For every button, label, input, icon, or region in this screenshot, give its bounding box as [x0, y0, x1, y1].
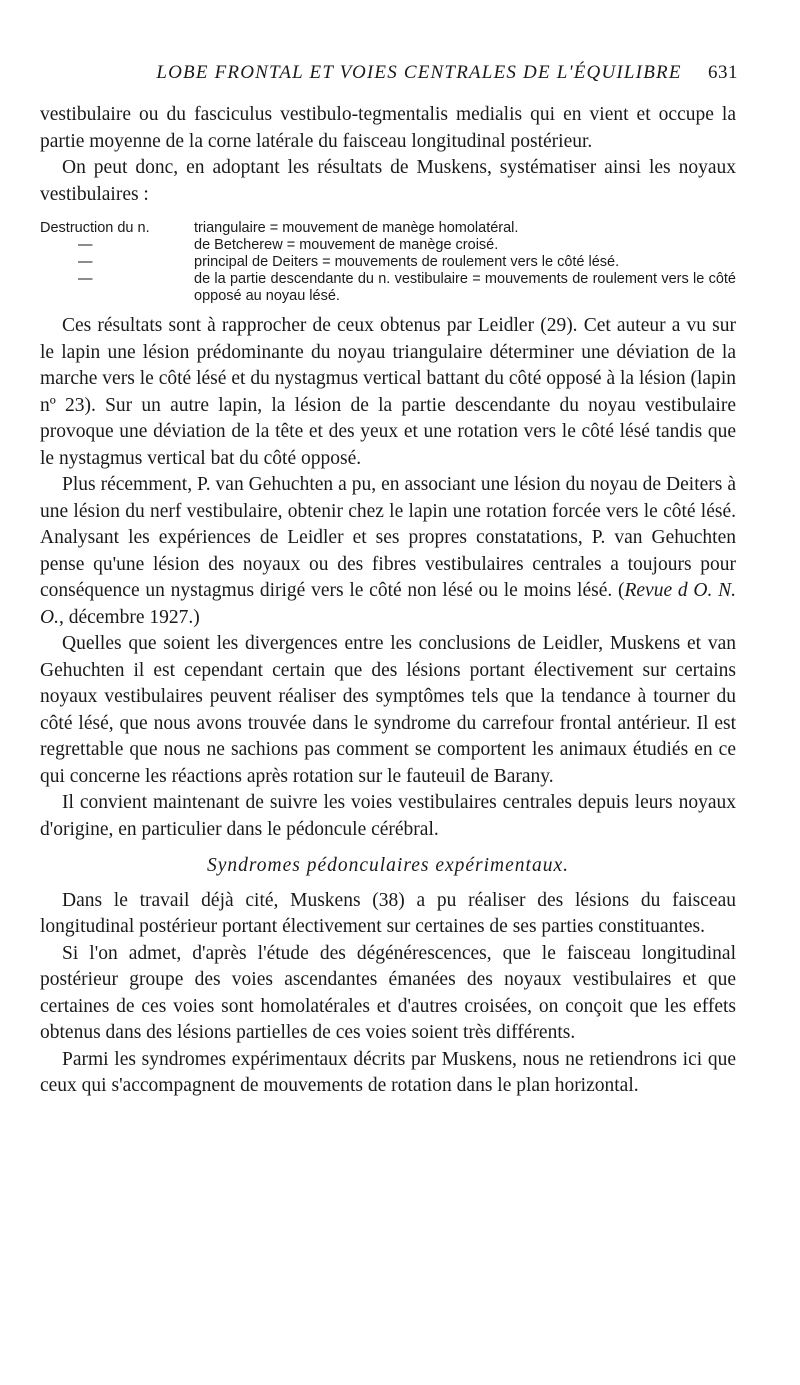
paragraph: Quelles que soient les divergences entre les conclusions de Leidler, Muskens et van Gehuchten il est cependant certain que des lésions portant électivement sur certains noyaux vestibulaires peuvent réaliser des symptômes tels que la tendance à tourner du côté lésé, que nous avons trouvée dans le syndrome du carrefour frontal antérieur. Il est regrettable que nous ne sachions pas comment se comportent les animaux étudiés en ce qui concerne les réactions après rotation sur le fauteuil de Barany.	[40, 633, 736, 787]
paragraph: vestibulaire ou du fasciculus vestibulo-tegmentalis medialis qui en vient et occupe la partie moyenne de la corne latérale du faisceau longitudinal postérieur.	[40, 104, 736, 152]
summary-lead: Destruction du n.	[40, 220, 150, 236]
summary-row	[40, 220, 736, 237]
journal-reference: Revue d O. N. O.	[40, 580, 736, 628]
page-number: 631	[708, 62, 738, 83]
paragraph	[40, 472, 736, 631]
nucleus-summary-table	[40, 220, 736, 305]
summary-row	[40, 254, 736, 271]
summary-entry: de la partie descendante du n. vestibulaire = mouvements de roulement vers le côté opposé au noyau lésé.	[194, 271, 736, 304]
paragraph-text: , décembre 1927.)	[58, 606, 200, 628]
paragraph: Parmi les syndromes expérimentaux décrits par Muskens, nous ne retiendrons ici que ceux qui s'accompagnent de mouvements de rotation dans le plan horizontal.	[40, 1048, 736, 1096]
paragraph-text: Plus récemment, P. van Gehuchten a pu, en associant une lésion du noyau de Deiters à une lésion du nerf vestibulaire, obtenir chez le lapin une rotation forcée vers le côté lésé. Analysant les expériences de Leidler et ses propres constatations, P. van Gehuchten pense qu'une lésion des noyaux ou des fibres vestibulaires centrales a toujours pour conséquence un nystagmus dirigé vers le côté non lésé ou le moins lésé. (	[40, 474, 736, 601]
summary-entry: triangulaire = mouvement de manège homolatéral.	[194, 220, 519, 236]
paragraph: Dans le travail déjà cité, Muskens (38) a pu réaliser des lésions du faisceau longitudinal postérieur portant électivement sur certaines de ses parties constituantes.	[40, 889, 736, 937]
summary-dash: —	[78, 271, 93, 287]
paragraph: On peut donc, en adoptant les résultats de Muskens, systématiser ainsi les noyaux vestibulaires :	[40, 157, 736, 205]
paragraph: Ces résultats sont à rapprocher de ceux obtenus par Leidler (29). Cet auteur a vu sur le lapin une lésion prédominante du noyau triangulaire déterminer une déviation de la marche vers le côté lésé et du nystagmus vertical battant du côté opposé à la lésion (lapin nº 23). Sur un autre lapin, la lésion de la partie descendante du noyau vestibulaire provoque une déviation de la tête et des yeux et une rotation vers le côté lésé tandis que le nystagmus vertical bat du côté opposé.	[40, 315, 736, 469]
paragraph: Il convient maintenant de suivre les voies vestibulaires centrales depuis leurs noyaux d'origine, en particulier dans le pédoncule cérébral.	[40, 792, 736, 840]
summary-row	[40, 237, 736, 254]
summary-dash: —	[78, 254, 93, 270]
section-title: Syndromes pédonculaires expérimentaux.	[206, 855, 569, 876]
summary-entry: principal de Deiters = mouvements de roulement vers le côté lésé.	[194, 254, 620, 270]
running-title: LOBE FRONTAL ET VOIES CENTRALES DE L'ÉQUILIBRE	[156, 62, 682, 83]
summary-entry: de Betcherew = mouvement de manège croisé.	[194, 237, 499, 253]
body-text	[40, 102, 736, 1100]
summary-row	[40, 271, 736, 305]
paragraph: Si l'on admet, d'après l'étude des dégénérescences, que le faisceau longitudinal postérieur groupe des voies ascendantes émanées des noyaux vestibulaires et que certaines de ces voies sont homolatérales et d'autres croisées, on conçoit que les effets obtenus dans des lésions partielles de ces voies soient très différents.	[40, 942, 736, 1043]
summary-dash: —	[78, 237, 93, 253]
